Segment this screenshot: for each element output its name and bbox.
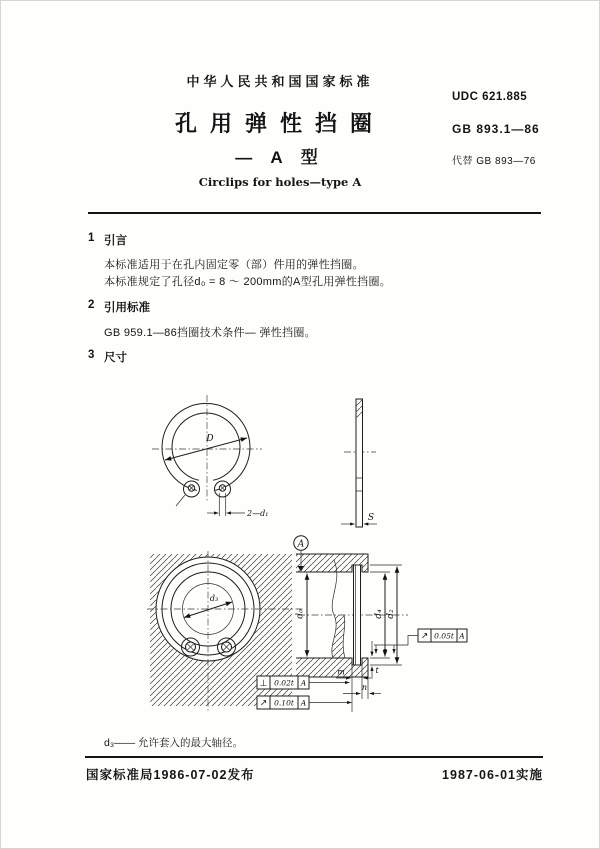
section-2-heading xyxy=(88,299,150,315)
paragraph: GB 959.1—86挡圈技术条件— 弹性挡圈。 xyxy=(104,327,316,339)
header-org: 中华人民共和国国家标准 xyxy=(186,74,374,89)
paragraph: 本标准适用于在孔内固定零（部）件用的弹性挡圈。 xyxy=(104,259,364,271)
label-d4-diameter: d₄ xyxy=(374,609,384,619)
udc-number: UDC 621.885 xyxy=(452,91,528,103)
free-state-front-view xyxy=(152,395,268,518)
standard-number: GB 893.1—86 xyxy=(452,122,540,136)
footnote-d3: d₃—— 允许套入的最大轴径。 xyxy=(104,737,244,749)
effective-date: 1987-06-01实施 xyxy=(442,768,543,782)
tolerance-frame-runout-face xyxy=(374,629,467,654)
section-title: 尺寸 xyxy=(104,352,127,364)
perpendicularity-icon: ⊥ xyxy=(259,678,268,689)
paragraph: 本标准规定了孔径d₀ = 8 ～ 200mm的A型孔用弹性挡圈。 xyxy=(104,276,392,288)
section-number: 1 xyxy=(88,232,95,244)
tolerance-datum: A xyxy=(300,678,307,688)
section-3-heading xyxy=(88,349,127,365)
label-groove-depth: t xyxy=(375,666,379,675)
label-datum-a: A xyxy=(297,539,305,550)
section-title: 引用标准 xyxy=(104,302,150,314)
english-title: Circlips for holes—type A xyxy=(198,175,362,189)
runout-icon: ↗ xyxy=(259,698,268,709)
runout-icon: ↗ xyxy=(420,631,429,642)
free-state-side-view xyxy=(341,399,377,527)
label-max-shaft: d₃ xyxy=(209,594,219,603)
footer-divider xyxy=(85,756,543,758)
section-title: 引言 xyxy=(104,235,127,247)
tolerance-value: 0.10t xyxy=(274,698,294,708)
replaces-note: 代替 GB 893—76 xyxy=(452,156,536,167)
label-edge-distance: n xyxy=(361,683,368,692)
label-groove-width: m xyxy=(337,667,345,677)
label-free-diameter: D xyxy=(206,434,214,444)
tolerance-datum: A xyxy=(300,698,307,708)
page-title: 孔用弹性挡圈 xyxy=(174,111,385,136)
label-thickness: S xyxy=(367,513,375,523)
section-number: 3 xyxy=(88,349,95,361)
subtitle-type: — A 型 xyxy=(235,148,325,167)
label-groove-diameter: d₂ xyxy=(386,609,396,619)
installed-section-view xyxy=(296,554,409,712)
section-number: 2 xyxy=(88,299,95,311)
section-1-heading xyxy=(88,232,127,248)
tolerance-frame-runout-lower xyxy=(257,696,352,709)
tolerance-datum: A xyxy=(459,631,465,641)
label-bore-diameter: d₀ xyxy=(295,609,306,619)
tolerance-value: 0.05t xyxy=(434,631,454,641)
header-divider xyxy=(88,212,541,214)
tolerance-value: 0.02t xyxy=(274,678,294,688)
label-lug-holes: 2—d₁ xyxy=(247,509,269,518)
issue-date: 国家标准局1986-07-02发布 xyxy=(86,768,255,782)
tolerance-frame-perpendicularity xyxy=(257,676,350,689)
dimension-figure xyxy=(145,388,475,715)
